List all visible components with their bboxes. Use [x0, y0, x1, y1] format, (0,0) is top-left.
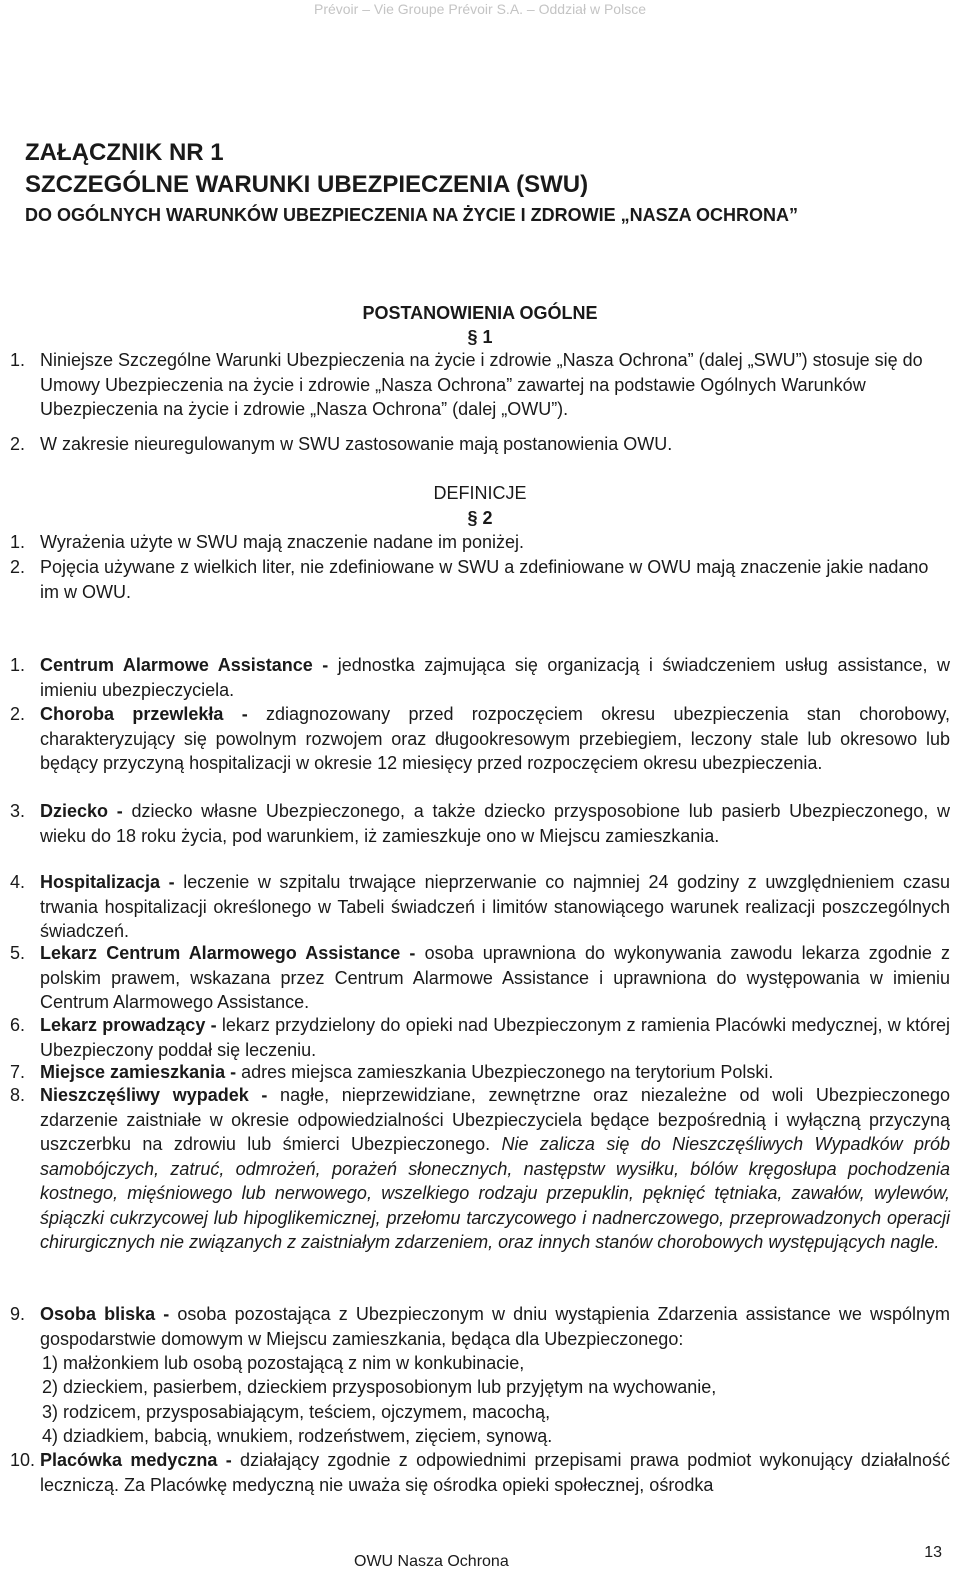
definition-5: 5. Lekarz Centrum Alarmowego Assistance - osoba uprawniona do wykonywania zawodu lekarza zgodnie z polskim prawem, wskazana przez Centrum Alarmowe Assistance i uprawniona do występowania w imieniu Centrum Alarmowego Assistance.	[10, 943, 950, 1012]
definition-term: Lekarz prowadzący -	[40, 1015, 217, 1035]
definition-term: Placówka medyczna -	[40, 1450, 232, 1470]
definition-2: 2. Choroba przewlekła - zdiagnozowany przed rozpoczęciem okresu ubezpieczenia stan chorobowy, charakteryzujący się powolnym rozwojem oraz długookresowym przebiegiem, leczony stale lub okresowo lub będący przyczyną hospitalizacji w okresie 12 miesięcy przed rozpoczęciem okresu ubezpieczenia.	[10, 704, 950, 773]
section-general-title: POSTANOWIENIA OGÓLNE	[362, 303, 598, 323]
close-person-type-1: 1) małżonkiem lub osobą pozostającą z nim w konkubinacie,	[42, 1353, 525, 1373]
definition-10: 10. Placówka medyczna - działający zgodnie z odpowiednimi przepisami prawa podmiot wykonujący działalność leczniczą. Za Placówkę medyczną nie uważa się ośrodka opieki społecznej, ośrodka	[10, 1450, 950, 1495]
general-item-2: 2. W zakresie nieuregulowanym w SWU zastosowanie mają postanowienia OWU.	[10, 434, 673, 454]
close-person-type-3: 3) rodzicem, przysposabiającym, teściem, ojczymem, macochą,	[42, 1402, 551, 1422]
definition-9: 9. Osoba bliska - osoba pozostająca z Ubezpieczonym w dniu wystąpienia Zdarzenia assistance we wspólnym gospodarstwie domowym w Miejscu zamieszkania, będąca dla Ubezpieczonego:	[10, 1304, 950, 1349]
general-item-1: 1. Niniejsze Szczególne Warunki Ubezpieczenia na życie i zdrowie „Nasza Ochrona” (dalej „SWU”) stosuje się do Umowy Ubezpieczenia na życie i zdrowie „Nasza Ochrona” zawartej na podstawie Ogólnych Warunków Ubezpieczenia na życie i zdrowie „Nasza Ochrona” (dalej „OWU”).	[10, 350, 923, 419]
paragraph-2-mark: § 2	[467, 508, 493, 528]
swu-title: SZCZEGÓLNE WARUNKI UBEZPIECZENIA (SWU)	[25, 171, 589, 198]
definition-term: Nieszczęśliwy wypadek -	[40, 1085, 268, 1105]
definitions-intro-1: 1. Wyrażenia użyte w SWU mają znaczenie nadane im poniżej.	[10, 532, 525, 552]
definition-term: Centrum Alarmowe Assistance -	[40, 655, 329, 675]
definition-term: Dziecko -	[40, 801, 123, 821]
definition-term: Osoba bliska -	[40, 1304, 170, 1324]
attachment-title: ZAŁĄCZNIK NR 1	[25, 139, 224, 166]
page-number: 13	[924, 1544, 942, 1561]
definition-term: Lekarz Centrum Alarmowego Assistance -	[40, 943, 416, 963]
definition-6: 6. Lekarz prowadzący - lekarz przydzielony do opieki nad Ubezpieczonym z ramienia Placówki medycznej, w której Ubezpieczony poddał się leczeniu.	[10, 1015, 950, 1060]
page-header: Prévoir – Vie Groupe Prévoir S.A. – Oddział w Polsce	[313, 1, 646, 17]
definition-8: 8. Nieszczęśliwy wypadek - nagłe, nieprzewidziane, zewnętrzne oraz niezależne od woli Ubezpieczonego zdarzenie zaistniałe w okresie odpowiedzialności Ubezpieczyciela będące bezpośrednią i wyłączną przyczyną uszczerbku na zdrowiu lub śmierci Ubezpieczonego. Nie zalicza się do Nieszczęśliwych Wypadków prób samobójczych, zatruć, odmrożeń, porażeń słonecznych, następstw wysiłku, bólów kręgosłupa pochodzenia kostnego, mięśniowego lub nerwowego, wszelkiego rodzaju przepuklin, pęknięć tętniaka, zawałów, wylewów, śpiączki cukrzycowej lub hipoglikemicznej, przełomu tarczycowego i nadnerczowego, przeprowadzonych operacji chirurgicznych nie związanych z zaistniałym zdarzeniem, oraz innych stanów chorobowych występujących nagle.	[10, 1085, 951, 1252]
definition-term: Miejsce zamieszkania -	[40, 1062, 237, 1082]
definition-3: 3. Dziecko - dziecko własne Ubezpieczonego, a także dziecko przysposobione lub pasierb Ubezpieczonego, w wieku do 18 roku życia, pod warunkiem, iż zamieszkuje ono w Miejscu zamieszkania.	[10, 801, 950, 846]
footer-doc-name: OWU Nasza Ochrona	[354, 1553, 509, 1570]
definition-exclusions: Nie zalicza się do Nieszczęśliwych Wypadków prób samobójczych, zatruć, odmrożeń, porażeń słonecznych, następstw wysiłku, bólów kręgosłupa pochodzenia kostnego, mięśniowego lub nerwowego, wszelkiego rodzaju przepuklin, pęknięć tętniaka, zawałów, wylewów, śpiączki cukrzycowej lub hipoglikemicznej, przełomu tarczycowego i nadnerczowego, przeprowadzonych operacji chirurgicznych nie związanych z zaistniałym zdarzeniem, oraz innych stanów chorobowych występujących nagle.	[40, 1134, 951, 1252]
definition-term: Choroba przewlekła -	[40, 704, 248, 724]
close-person-type-4: 4) dziadkiem, babcią, wnukiem, rodzeństwem, zięciem, synową.	[42, 1426, 553, 1446]
paragraph-1-mark: § 1	[467, 327, 493, 347]
definition-term: Hospitalizacja -	[40, 872, 175, 892]
section-definitions-title: DEFINICJE	[433, 483, 527, 503]
definitions-intro-2: 2. Pojęcia używane z wielkich liter, nie zdefiniowane w SWU a zdefiniowane w OWU mają znaczenie jakie nadano im w OWU.	[10, 557, 929, 602]
owu-subtitle: DO OGÓLNYCH WARUNKÓW UBEZPIECZENIA NA ŻYCIE I ZDROWIE „NASZA OCHRONA”	[25, 205, 798, 225]
definition-1: 1. Centrum Alarmowe Assistance - jednostka zajmująca się organizacją i świadczeniem usług assistance, w imieniu ubezpieczyciela.	[10, 655, 950, 700]
page-footer	[0, 1544, 942, 1573]
close-person-type-2: 2) dzieckiem, pasierbem, dzieckiem przysposobionym lub przyjętym na wychowanie,	[42, 1377, 717, 1397]
definition-4: 4. Hospitalizacja - leczenie w szpitalu trwające nieprzerwanie co najmniej 24 godziny z uwzględnieniem czasu trwania hospitalizacji określonego w Tabeli świadczeń i limitów stanowiącego warunek realizacji poszczególnych świadczeń.	[10, 872, 950, 941]
definition-7: 7. Miejsce zamieszkania - adres miejsca zamieszkania Ubezpieczonego na terytorium Polski.	[10, 1062, 774, 1082]
